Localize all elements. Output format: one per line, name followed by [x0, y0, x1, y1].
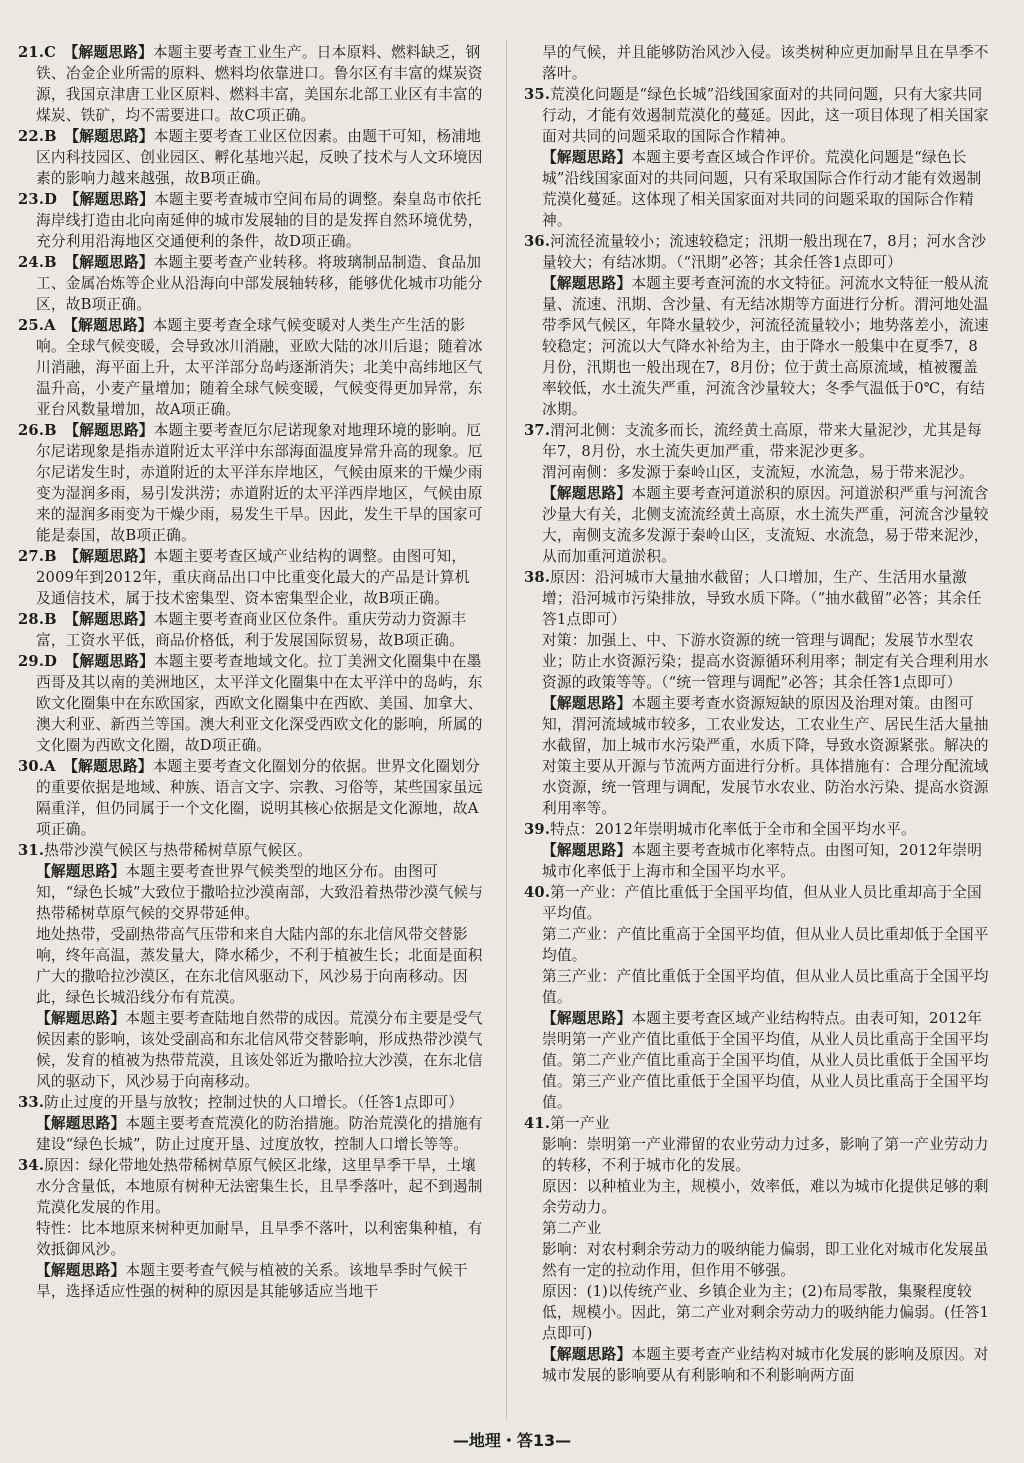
answer-text: 原因：绿化带地处热带稀树草原气候区北缘，这里旱季干旱，土壤水分含量低，本地原有树种无法密集生长，且旱季落叶，起不到遏制荒漠化发展的作用。 [36, 1157, 483, 1216]
question-number: 41. [524, 1115, 551, 1132]
hint-text: 本题主要考查荒漠化的防治措施。防治荒漠化的措施有建设“绿色长城”，防止过度开垦、过度放牧，控制人口增长等等。 [36, 1115, 483, 1153]
section-heading-2: 第二产业 [542, 1220, 602, 1237]
hint-tag: 【解题思路】 [71, 191, 154, 208]
question-number: 25.A [18, 317, 56, 334]
answer-37 [524, 420, 990, 567]
answer-35 [524, 84, 990, 231]
hint-text: 本题主要考查工业生产。日本原料、燃料缺乏，钢铁、冶金企业所需的原料、燃料均依靠进口。鲁尔区有丰富的煤炭资源，我国京津唐工业区原料、燃料丰富，美国东北部工业区有丰富的煤炭、铁矿，均不需要进口。故C项正确。 [36, 44, 483, 124]
question-number: 28.B [18, 611, 57, 628]
answer-item [18, 252, 484, 315]
hint-text: 本题主要考查区域产业结构的调整。由图可知，2009年到2012年，重庆商品出口中比重变化最大的产品是计算机及通信技术，属于技术密集型、资本密集型企业，故B项正确。 [36, 548, 470, 607]
question-number: 33. [18, 1094, 45, 1111]
answer-text-2: 特性：比本地原来树种更加耐旱，且旱季不落叶，以利密集种植，有效抵御风沙。 [36, 1220, 483, 1258]
hint-tag: 【解题思路】 [36, 863, 126, 880]
hint-tag: 【解题思路】 [71, 653, 154, 670]
answer-item [18, 315, 484, 420]
continued-text: 旱的气候，并且能够防治风沙入侵。该类树种应更加耐旱且在旱季不落叶。 [542, 44, 989, 82]
reason-text-2: 原因：(1)以传统产业、乡镇企业为主；(2)布局零散，集聚程度较低，规模小。因此，第二产业对剩余劳动力的吸纳能力偏弱。(任答1点即可) [542, 1283, 990, 1342]
answer-item [18, 420, 484, 546]
answer-40 [524, 882, 990, 1113]
hint-tag: 【解题思路】 [71, 611, 154, 628]
answer-text: 荒漠化问题是“绿色长城”沿线国家面对的共同问题，只有大家共同行动，才能有效遏制荒漠化的蔓延。因此，这一项目体现了相关国家面对共同的问题采取的国际合作精神。 [542, 86, 989, 145]
hint-text: 本题主要考查工业区位因素。由题干可知，杨浦地区内科技园区、创业园区、孵化基地兴起，反映了技术与人文环境因素的影响力越来越强，故B项正确。 [36, 128, 483, 187]
answer-item [18, 609, 484, 651]
question-number: 27.B [18, 548, 57, 565]
answer-item [18, 651, 484, 756]
question-number: 26.B [18, 422, 57, 439]
reason-text: 原因：以种植业为主，规模小，效率低，难以为城市化提供足够的剩余劳动力。 [542, 1178, 989, 1216]
hint-tag: 【解题思路】 [542, 149, 632, 166]
question-number: 40. [524, 884, 551, 901]
answer-item [18, 126, 484, 189]
answer-text: 河流径流量较小；流速较稳定；汛期一般出现在7，8月；河水含沙量较大；有结冰期。（“汛期”必答；其余任答1点即可） [542, 233, 987, 271]
answer-text: 热带沙漠气候区与热带稀树草原气候区。 [44, 842, 313, 859]
answer-text-2: 渭河南侧：多发源于秦岭山区，支流短，水流急，易于带来泥沙。 [542, 464, 974, 481]
hint-text: 本题主要考查河道淤积的原因。河道淤积严重与河流含沙量大有关，北侧支流流经黄土高原，水土流失严重，河流含沙量较大，南侧支流多发源于秦岭山区，支流短、水流急，易于带来泥沙，从而加重河道淤积。 [542, 485, 989, 565]
answer-text: 原因：沿河城市大量抽水截留；人口增加，生产、生活用水量激增；沿河城市污染排放，导致水质下降。（“抽水截留”必答；其余任答1点即可） [542, 569, 982, 628]
question-number: 30.A [18, 758, 56, 775]
question-number: 24.B [18, 254, 57, 271]
answer-item [18, 546, 484, 609]
question-number: 37. [524, 422, 551, 439]
answer-text: 特点：2012年崇明城市化率低于全市和全国平均水平。 [550, 821, 916, 838]
hint-text: 本题主要考查河流的水文特征。河流水文特征一般从流量、流速、汛期、含沙量、有无结冰期等方面进行分析。渭河地处温带季风气候区，年降水量较少，河流径流量较小；地势落差小，流速较稳定；河流以大气降水补给为主，由于降水一般集中在夏季7，8月份，汛期也一般出现在7，8月份；位于黄土高原流域，植被覆盖率较低，水土流失严重，河流含沙量较大；冬季气温低于0℃，有结冰期。 [542, 275, 989, 418]
hint-text: 本题主要考查陆地自然带的成因。荒漠分布主要是受气候因素的影响，该处受副高和东北信风带交替影响，形成热带沙漠气候，发育的植被为热带荒漠，且该处邻近为撒哈拉大沙漠，在东北信风的驱动下，风沙易于向南移动。 [36, 1010, 483, 1090]
hint-tag: 【解题思路】 [70, 317, 153, 334]
question-number: 34. [18, 1157, 45, 1174]
hint-tag: 【解题思路】 [36, 1262, 126, 1279]
answer-38 [524, 567, 990, 819]
answer-text-2: 对策：加强上、中、下游水资源的统一管理与调配；发展节水型农业；防止水资源污染；提高水资源循环利用率；制定有关合理利用水资源的政策等等。（“统一管理与调配”必答；其余任答1点即可） [542, 632, 989, 691]
answer-41 [524, 1113, 990, 1386]
hint-text: 本题主要考查城市化率特点。由图可知，2012年崇明城市化率低于上海市和全国平均水平。 [542, 842, 983, 880]
question-number: 38. [524, 569, 551, 586]
question-number: 21.C [18, 44, 57, 61]
hint-text: 本题主要考查世界气候类型的地区分布。由图可知，“绿色长城”大致位于撒哈拉沙漠南部，大致沿着热带沙漠气候与热带稀树草原气候的交界带延伸。 [36, 863, 484, 922]
hint-text: 本题主要考查商业区位条件。重庆劳动力资源丰富，工资水平低，商品价格低，利于发展国际贸易，故B项正确。 [36, 611, 467, 649]
answer-32 [18, 924, 484, 1092]
hint-text: 本题主要考查全球气候变暖对人类生产生活的影响。全球气候变暖，会导致冰川消融，亚欧大陆的冰川后退；随着冰川消融，海平面上升，太平洋部分岛屿逐渐消失；北美中高纬地区气温升高，小麦产量增加；随着全球气候变暖，气候变得更加异常，东亚台风数量增加，故A项正确。 [36, 317, 483, 418]
answer-text: 第一产业：产值比重低于全国平均值，但从业人员比重却高于全国平均值。 [542, 884, 982, 922]
answer-item [18, 189, 484, 252]
hint-text: 本题主要考查地域文化。拉丁美洲文化圈集中在墨西哥及其以南的美洲地区，太平洋文化圈集中在太平洋中的岛屿，东欧文化圈集中在东欧国家，西欧文化圈集中在西欧、美国、加拿大、澳大利亚、新西兰等国。澳大利亚文化深受西欧文化的影响，所属的文化圈为西欧文化圈，故D项正确。 [36, 653, 483, 754]
answer-text: 渭河北侧：支流多而长，流经黄土高原，带来大量泥沙，尤其是每年7，8月份，水土流失更加严重，带来泥沙更多。 [542, 422, 982, 460]
question-number: 29.D [18, 653, 58, 670]
question-number: 23.D [18, 191, 58, 208]
hint-tag: 【解题思路】 [542, 1346, 632, 1363]
hint-tag: 【解题思路】 [71, 128, 154, 145]
impact-text-2: 影响：对农村剩余劳动力的吸纳能力偏弱，即工业化对城市化发展虽然有一定的拉动作用，但作用不够强。 [542, 1241, 989, 1279]
question-number: 31. [18, 842, 45, 859]
hint-tag: 【解题思路】 [542, 485, 632, 502]
hint-text: 本题主要考查区域合作评价。荒漠化问题是“绿色长城”沿线国家面对的共同问题，只有采取国际合作行动才能有效遏制荒漠化蔓延。这体现了相关国家面对共同的问题采取的国际合作精神。 [542, 149, 982, 229]
answer-31 [18, 840, 484, 924]
hint-tag: 【解题思路】 [70, 44, 153, 61]
hint-tag: 【解题思路】 [71, 254, 154, 271]
hint-tag: 【解题思路】 [36, 1010, 126, 1027]
section-heading: 第一产业 [550, 1115, 610, 1132]
hint-text: 本题主要考查水资源短缺的原因及治理对策。由图可知，渭河流域城市较多，工农业发达，工农业生产、居民生活大量抽水截留，加上城市水污染严重，水质下降，导致水资源紧张。解决的对策主要从开源与节流两方面进行分析。具体措施有：合理分配流域水资源，统一管理与调配，发展节水农业、防治水污染、提高水资源利用率等。 [542, 695, 989, 817]
left-answer-list [18, 42, 484, 840]
right-column [524, 42, 990, 1386]
answer-39 [524, 819, 990, 882]
answer-text-2: 第二产业：产值比重高于全国平均值，但从业人员比重却低于全国平均值。 [542, 926, 989, 964]
answer-text: 地处热带，受副热带高气压带和来自大陆内部的东北信风带交替影响，终年高温，蒸发量大，降水稀少，不利于植被生长；北面是面积广大的撒哈拉沙漠区，在东北信风驱动下，风沙易于向南移动。因此，绿色长城沿线分布有荒漠。 [36, 926, 483, 1006]
hint-tag: 【解题思路】 [71, 548, 154, 565]
hint-text: 本题主要考查气候与植被的关系。该地旱季时气候干旱，选择适应性强的树种的原因是其能够适应当地干 [36, 1262, 468, 1300]
left-column [18, 42, 484, 1302]
hint-tag: 【解题思路】 [71, 422, 154, 439]
answer-item [18, 756, 484, 840]
answer-33 [18, 1092, 484, 1155]
question-number: 39. [524, 821, 551, 838]
hint-text: 本题主要考查区域产业结构特点。由表可知，2012年崇明第一产业产值比重低于全国平均值，从业人员比重高于全国平均值。第二产业产值比重高于全国平均值，从业人员比重低于全国平均值。第三产业产值比重低于全国平均值，从业人员比重高于全国平均值。 [542, 1010, 989, 1111]
answer-text: 防止过度的开垦与放牧；控制过快的人口增长。（任答1点即可） [44, 1094, 464, 1111]
hint-tag: 【解题思路】 [542, 1010, 632, 1027]
question-number: 35. [524, 86, 551, 103]
hint-tag: 【解题思路】 [542, 275, 632, 292]
answer-text-3: 第三产业：产值比重低于全国平均值，但从业人员比重高于全国平均值。 [542, 968, 989, 1006]
answer-item [18, 42, 484, 126]
impact-text: 影响：崇明第一产业滞留的农业劳动力过多，影响了第一产业劳动力的转移，不利于城市化的发展。 [542, 1136, 989, 1174]
answer-34 [18, 1155, 484, 1302]
hint-text: 本题主要考查厄尔尼诺现象对地理环境的影响。厄尔尼诺现象是指赤道附近太平洋中东部海面温度异常升高的现象。厄尔尼诺发生时，赤道附近的太平洋东岸地区，气候由原来的干燥少雨变为湿润多雨，易引发洪涝；赤道附近的太平洋西岸地区，气候由原来的湿润多雨变为干燥少雨，易发生干旱。因此，发生干旱的国家可能是泰国，故B项正确。 [36, 422, 483, 544]
page-footer: —地理・答13— [452, 1431, 572, 1450]
hint-text: 本题主要考查产业结构对城市化发展的影响及原因。对城市发展的影响要从有利影响和不利影响两方面 [542, 1346, 989, 1384]
hint-tag: 【解题思路】 [542, 842, 632, 859]
column-divider [506, 40, 507, 1420]
answer-36 [524, 231, 990, 420]
hint-tag: 【解题思路】 [542, 695, 632, 712]
hint-text: 本题主要考查产业转移。将玻璃制品制造、食品加工、金属冶炼等企业从沿海向中部发展轴转移，能够优化城市功能分区，故B项正确。 [36, 254, 483, 313]
hint-tag: 【解题思路】 [70, 758, 153, 775]
hint-text: 本题主要考查文化圈划分的依据。世界文化圈划分的重要依据是地域、种族、语言文字、宗教、习俗等，某些国家虽远隔重洋，但仍同属于一个文化圈，说明其核心依据是文化源地，故A项正确。 [36, 758, 483, 838]
hint-tag: 【解题思路】 [36, 1115, 126, 1132]
question-number: 36. [524, 233, 551, 250]
question-number: 22.B [18, 128, 57, 145]
hint-text: 本题主要考查城市空间布局的调整。秦皇岛市依托海岸线打造由北向南延伸的城市发展轴的目的是发挥自然环境优势，充分利用沿海地区交通便利的条件，故D项正确。 [36, 191, 483, 250]
